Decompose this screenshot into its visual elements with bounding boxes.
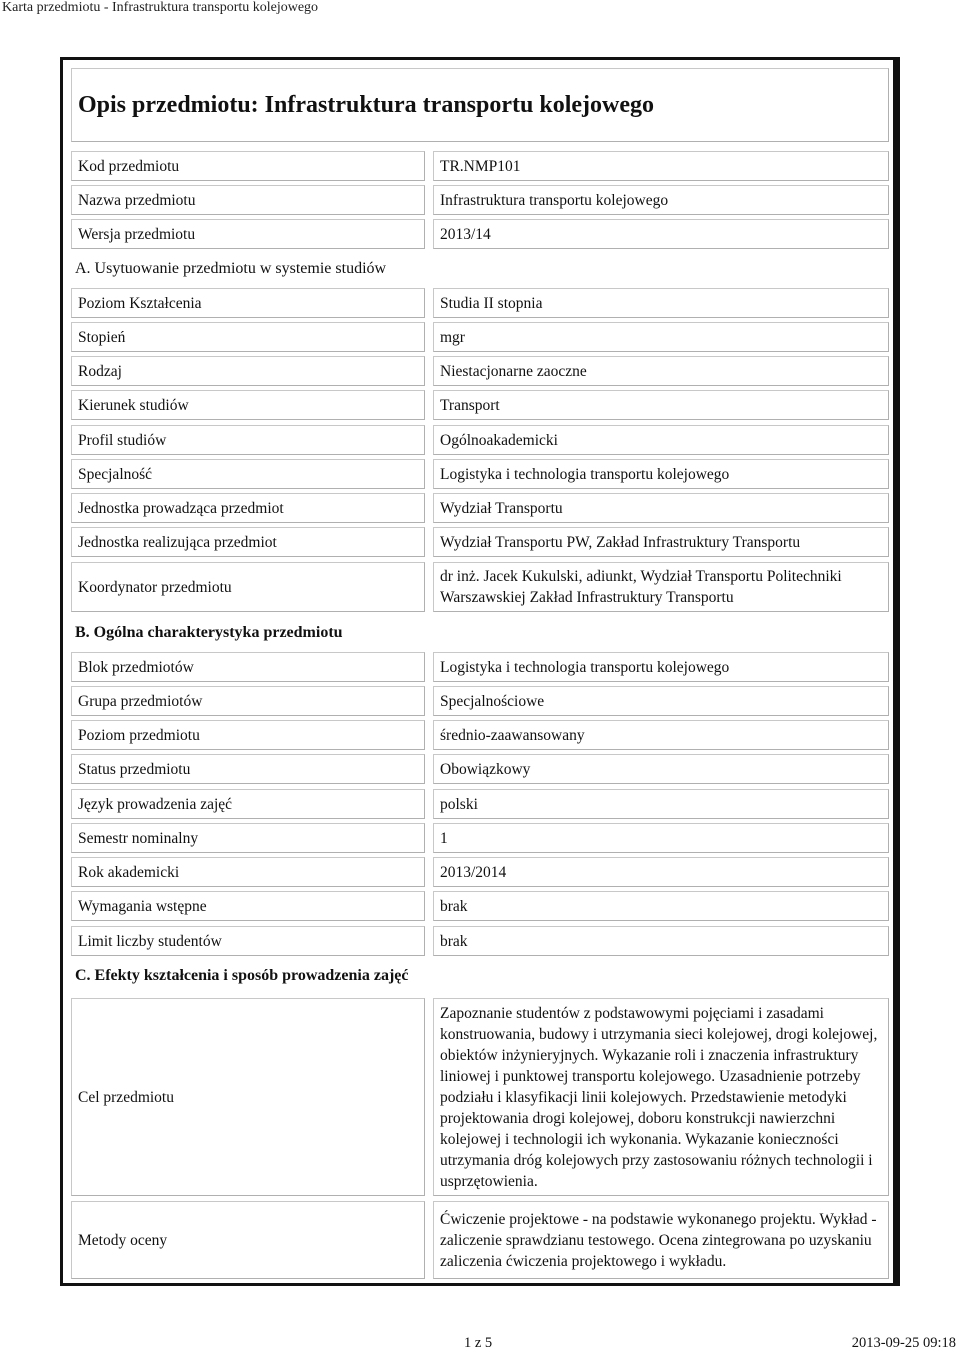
section-c-title: C. Efekty kształcenia i sposób prowadzenia zajęć: [75, 967, 409, 984]
value-stopien: mgr: [433, 322, 889, 352]
value-jednostka-prowadzaca: Wydział Transportu: [433, 493, 889, 523]
label-metody: Metody oceny: [71, 1201, 425, 1279]
value-rok: 2013/2014: [433, 857, 889, 887]
label-jednostka-prowadzaca: Jednostka prowadząca przedmiot: [71, 493, 425, 523]
value-limit: brak: [433, 926, 889, 956]
browser-title: Karta przedmiotu - Infrastruktura transportu kolejowego: [2, 0, 319, 15]
document-body: [71, 68, 889, 1280]
section-a-title: A. Usytuowanie przedmiotu w systemie studiów: [75, 260, 387, 277]
value-kod: TR.NMP101: [433, 151, 889, 181]
document-frame: [60, 57, 900, 1286]
value-blok: Logistyka i technologia transportu kolejowego: [433, 652, 889, 682]
value-grupa: Specjalnościowe: [433, 686, 889, 716]
label-grupa: Grupa przedmiotów: [71, 686, 425, 716]
label-profil: Profil studiów: [71, 425, 425, 455]
label-rodzaj: Rodzaj: [71, 356, 425, 386]
label-kierunek: Kierunek studiów: [71, 390, 425, 420]
label-kod: Kod przedmiotu: [71, 151, 425, 181]
value-status: Obowiązkowy: [433, 754, 889, 784]
label-wersja: Wersja przedmiotu: [71, 219, 425, 249]
value-koordynator: dr inż. Jacek Kukulski, adiunkt, Wydział Transportu Politechniki Warszawskiej Zakład Infrastruktury Transportu: [433, 562, 889, 612]
value-rodzaj: Niestacjonarne zaoczne: [433, 356, 889, 386]
value-poziom-przedmiotu: średnio-zaawansowany: [433, 720, 889, 750]
label-semestr: Semestr nominalny: [71, 823, 425, 853]
value-kierunek: Transport: [433, 390, 889, 420]
value-poziom-ksztalcenia: Studia II stopnia: [433, 288, 889, 318]
label-wymagania: Wymagania wstępne: [71, 891, 425, 921]
label-nazwa: Nazwa przedmiotu: [71, 185, 425, 215]
label-poziom-ksztalcenia: Poziom Kształcenia: [71, 288, 425, 318]
label-blok: Blok przedmiotów: [71, 652, 425, 682]
value-specjalnosc: Logistyka i technologia transportu kolejowego: [433, 459, 889, 489]
label-status: Status przedmiotu: [71, 754, 425, 784]
page-number: 1 z 5: [464, 1335, 493, 1351]
label-limit: Limit liczby studentów: [71, 926, 425, 956]
value-wymagania: brak: [433, 891, 889, 921]
value-cel: Zapoznanie studentów z podstawowymi pojęciami i zasadami konstruowania, budowy i utrzymania sieci kolejowej, drogi kolejowej, obiektów inżynieryjnych. Wykazanie roli i znaczenia infrastruktury liniowej i punktowej transportu kolejowego. Uzasadnienie potrzeby podziału i klasyfikacji linii kolejowych. Przedstawienie metodyki projektowania drogi kolejowej, doboru konstrukcji nawierzchni kolejowej i technologii ich wykonania. Wykazanie konieczności utrzymania dróg kolejowych przy zastosowaniu różnych technologii i usprzętowienia.: [433, 998, 889, 1196]
label-poziom-przedmiotu: Poziom przedmiotu: [71, 720, 425, 750]
label-specjalnosc: Specjalność: [71, 459, 425, 489]
section-b-title: B. Ogólna charakterystyka przedmiotu: [75, 624, 343, 641]
value-jednostka-realizujaca: Wydział Transportu PW, Zakład Infrastruktury Transportu: [433, 527, 889, 557]
print-datetime: 2013-09-25 09:18: [851, 1335, 956, 1351]
label-jezyk: Język prowadzenia zajęć: [71, 789, 425, 819]
label-stopien: Stopień: [71, 322, 425, 352]
value-jezyk: polski: [433, 789, 889, 819]
label-rok: Rok akademicki: [71, 857, 425, 887]
value-semestr: 1: [433, 823, 889, 853]
value-profil: Ogólnoakademicki: [433, 425, 889, 455]
value-wersja: 2013/14: [433, 219, 889, 249]
value-metody: Ćwiczenie projektowe - na podstawie wykonanego projektu. Wykład - zaliczenie sprawdzianu testowego. Ocena zintegrowana po uzyskaniu zaliczenia ćwiczenia projektowego i wykładu.: [433, 1201, 889, 1279]
label-jednostka-realizujaca: Jednostka realizująca przedmiot: [71, 527, 425, 557]
page-title: Opis przedmiotu: Infrastruktura transportu kolejowego: [71, 68, 889, 142]
label-cel: Cel przedmiotu: [71, 998, 425, 1196]
label-koordynator: Koordynator przedmiotu: [71, 562, 425, 612]
value-nazwa: Infrastruktura transportu kolejowego: [433, 185, 889, 215]
